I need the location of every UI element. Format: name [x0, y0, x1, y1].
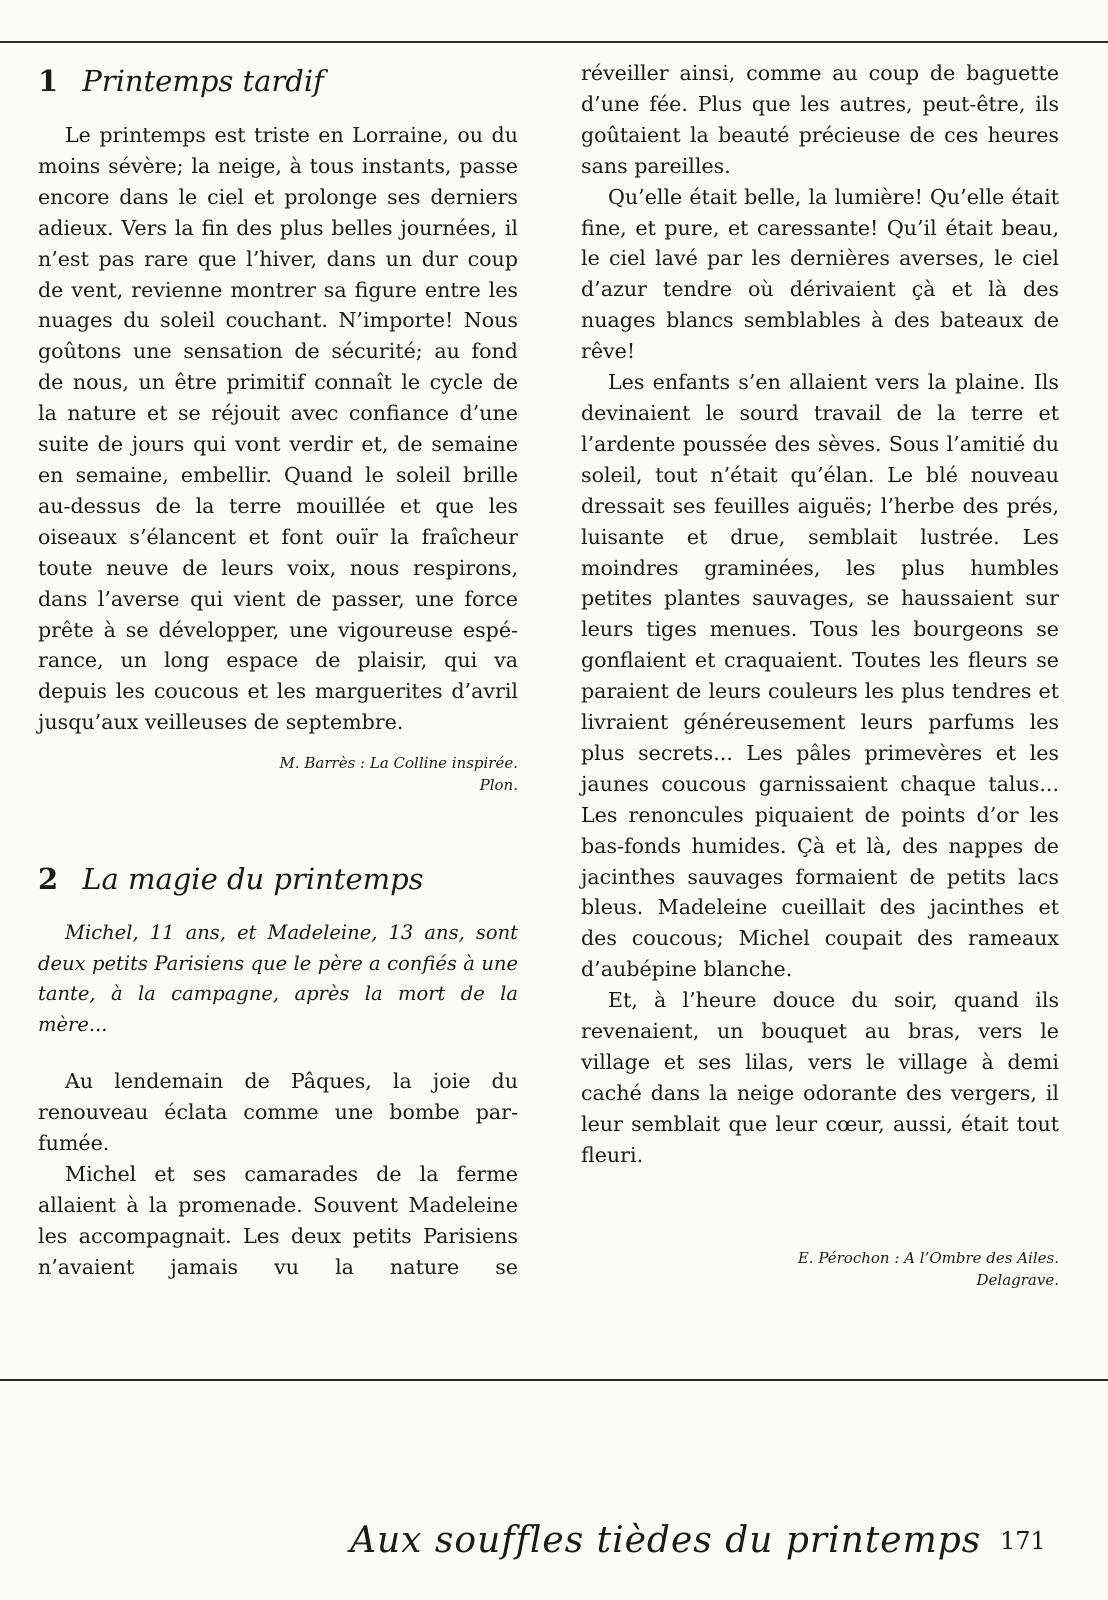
section-1-title: Printemps tardif — [82, 64, 324, 98]
section-1-source — [38, 752, 518, 796]
section-2-number: 2 — [38, 862, 59, 897]
section-2-citation: E. Pérochon : A l’Ombre des Ailes. — [797, 1248, 1059, 1267]
section-1-heading — [38, 58, 518, 104]
section-1-paragraph: Le printemps est triste en Lorraine, ou du moins sévère; la neige, à tous instants, passe encore dans le ciel et prolonge ses derniers adieux. Vers la fin des plus belles journées, il n’est pas rare que l’hiver, dans un dur coup de vent, revienne montrer sa figure entre les nuages du soleil couchant. N’importe! Nous goûtons une sensation de sécurité; au fond de nous, un être primitif connaît le cycle de la nature et se réjouit avec confiance d’une suite de jours qui vont verdir et, de semaine en semaine, embellir. Quand le soleil brille au-dessus de la terre mouillée et que les oiseaux s’élancent et font ouïr la fraîcheur toute neuve de leurs voix, nous respirons, dans l’averse qui vient de passer, une force prête à se développer, une vigoureuse espérance, un long espace de plaisir, qui va depuis les coucous et les marguerites d’avril jusqu’aux veilleuses de septembre. — [38, 123, 518, 735]
bottom-rule — [0, 1379, 1108, 1381]
section-2-source — [581, 1247, 1059, 1291]
section-2-publisher: Delagrave. — [976, 1270, 1059, 1289]
top-rule — [0, 41, 1108, 43]
section-1-publisher: Plon. — [479, 776, 518, 795]
section-1-citation: M. Barrès : La Colline inspirée. — [279, 754, 518, 773]
section-2-title: La magie du printemps — [82, 862, 424, 897]
section-2-intro: Michel, 11 ans, et Madeleine, 13 ans, sont deux petits Parisiens que le père a confiés à une tante, à la campagne, après la mort de la mère... — [38, 921, 518, 1036]
section-2-paragraph-5: Et, à l’heure douce du soir, quand ils revenaient, un bouquet au bras, vers le village et ses lilas, vers le village à demi caché dans la neige odorante des vergers, il leur semblait que leur cœur, aussi, était tout fleuri. — [581, 988, 1059, 1167]
page-number: 171 — [1000, 1527, 1046, 1555]
section-2-paragraph-4: Les enfants s’en allaient vers la plaine. Ils devinaient le sourd travail de la terre et l’ardente poussée des sèves. Sous l’amitié du soleil, tout n’était qu’élan. Le blé nouveau dressait ses feuilles aiguës; l’herbe des prés, luisante et drue, semblait lustrée. Les moindres graminées, les plus humbles petites plantes sauvages, se haussaient sur leurs tiges menues. Tous les bourgeons se gonflaient et craquaient. Toutes les fleurs se paraient de leurs couleurs les plus tendres et livraient généreusement leurs parfums les plus secrets... Les pâles primevères et les jaunes coucous garnissaient chaque talus... Les renoncules piquaient de points d’or les bas-fonds humides. Çà et là, des nappes de jacinthes sauvages formaient de petits lacs bleus. Madeleine cueillait des jacinthes et des coucous; Michel coupait des rameaux d’aubépine blanche. — [581, 370, 1059, 982]
section-2-paragraph-1: Au lendemain de Pâques, la joie du renouveau éclata comme une bombe parfumée. — [38, 1069, 518, 1155]
section-2-paragraph-2: Michel et ses camarades de la ferme allaient à la promenade. Souvent Madeleine les accompagnait. Les deux petits Parisiens n’avaient jamais vu la nature se — [38, 1161, 518, 1279]
left-column — [38, 58, 518, 1282]
running-footer-title: Aux souffles tièdes du printemps — [350, 1520, 982, 1561]
section-2-heading — [38, 856, 518, 902]
section-2-paragraph-3: Qu’elle était belle, la lumière! Qu’elle était fine, et pure, et caressante! Qu’il était beau, le ciel lavé par les dernières averses, le ciel d’azur tendre où dérivaient çà et là des nuages blancs semblables à des bateaux de rêve! — [581, 184, 1059, 364]
section-1-number: 1 — [38, 64, 59, 98]
right-column — [581, 58, 1059, 1291]
section-2-paragraph-2-continued: réveiller ainsi, comme au coup de baguette d’une fée. Plus que les autres, peut-être, ils goûtaient la beauté précieuse de ces heures sans pareilles. — [581, 61, 1059, 178]
